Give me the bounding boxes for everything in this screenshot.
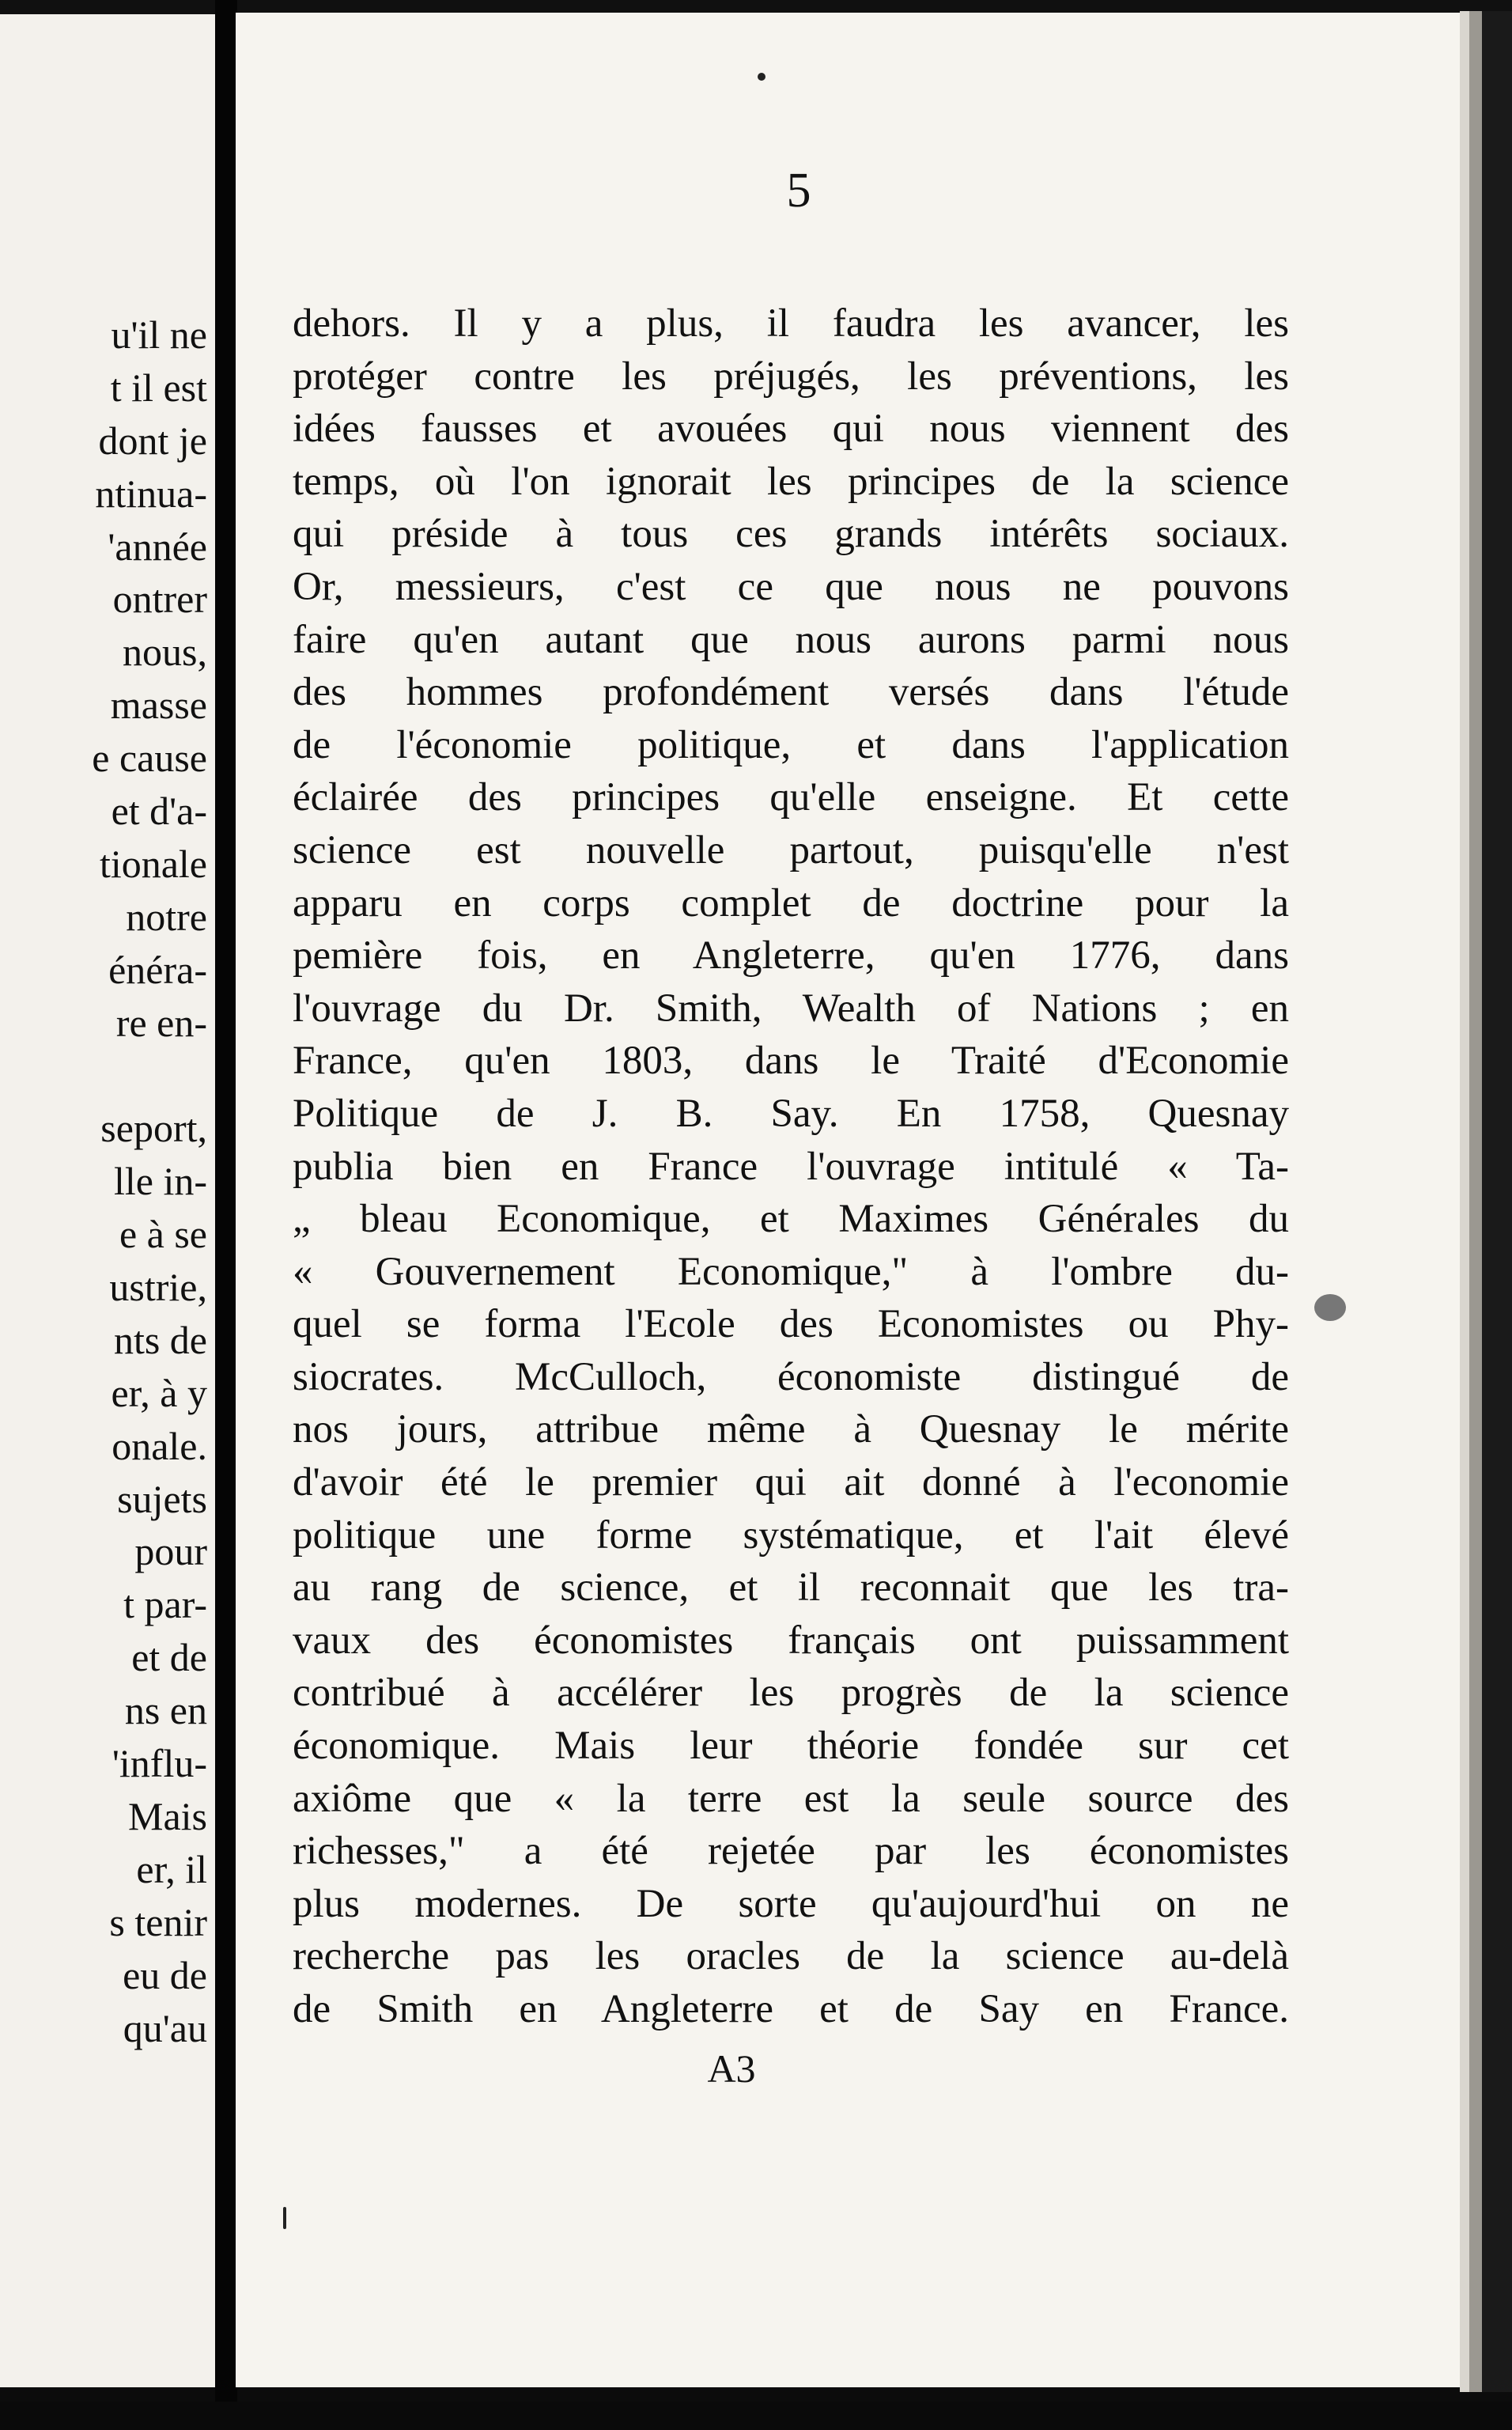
previous-page-line: notre	[126, 894, 207, 939]
text-line: publia bien en France l'ouvrage intitulé « Ta-	[293, 1144, 1289, 1189]
text-line: l'ouvrage du Dr. Smith, Wealth of Nations ; en	[293, 986, 1289, 1031]
previous-page-line: ontrer	[112, 577, 207, 622]
text-line: siocrates. McCulloch, économiste distingué de	[293, 1354, 1289, 1399]
text-line: des hommes profondément versés dans l'étude	[293, 670, 1289, 715]
scan-border-right	[1482, 11, 1512, 2392]
previous-page-line: ntinua-	[95, 471, 207, 516]
previous-page-line: nts de	[113, 1317, 207, 1362]
previous-page-line: nous,	[123, 630, 207, 675]
text-line: de l'économie politique, et dans l'application	[293, 722, 1289, 767]
previous-page-line: ns en	[124, 1688, 207, 1733]
text-line: richesses," a été rejetée par les économistes	[293, 1829, 1289, 1874]
text-line: éclairée des principes qu'elle enseigne. Et cette	[293, 775, 1289, 820]
text-line: politique une forme systématique, et l'ait élevé	[293, 1512, 1289, 1558]
page-body-text	[293, 297, 1289, 2036]
previous-page-line: e cause	[92, 736, 207, 781]
text-line: science est nouvelle partout, puisqu'elle n'est	[293, 827, 1289, 872]
page-number: 5	[786, 164, 811, 218]
scan-border-bottom	[0, 2402, 1512, 2430]
ink-speck	[758, 73, 765, 81]
text-line: axiôme que « la terre est la seule source des	[293, 1776, 1289, 1821]
text-line: plus modernes. De sorte qu'aujourd'hui on ne	[293, 1881, 1289, 1926]
previous-page-line: 'année	[108, 524, 207, 569]
ink-speck	[1314, 1294, 1346, 1321]
previous-page-line: qu'au	[123, 2005, 207, 2050]
previous-page-line: tionale	[99, 841, 207, 886]
previous-page-line	[92, 1049, 207, 1102]
previous-page-line: dont je	[98, 418, 207, 463]
previous-page-line: t par-	[123, 1582, 207, 1627]
previous-page-line: re en-	[115, 1000, 207, 1045]
previous-page-line: er, il	[136, 1846, 207, 1891]
text-line: dehors. Il y a plus, il faudra les avancer, les	[293, 301, 1289, 346]
text-line: apparu en corps complet de doctrine pour la	[293, 880, 1289, 925]
page-edge	[1460, 11, 1469, 2392]
text-line: temps, où l'on ignorait les principes de la science	[293, 459, 1289, 504]
text-line: au rang de science, et il reconnait que les tra-	[293, 1565, 1289, 1611]
text-line: idées fausses et avouées qui nous viennent des	[293, 407, 1289, 452]
previous-page-line: seport,	[100, 1106, 207, 1151]
previous-page-line: e à se	[119, 1212, 207, 1257]
text-line: Or, messieurs, c'est ce que nous ne pouvons	[293, 564, 1289, 609]
book-gutter	[215, 0, 237, 2430]
text-line: « Gouvernement Economique," à l'ombre du-	[293, 1249, 1289, 1294]
text-line: vaux des économistes français ont puissamment	[293, 1618, 1289, 1663]
text-line: d'avoir été le premier qui ait donné à l'economie	[293, 1460, 1289, 1505]
previous-page-line: et de	[131, 1635, 207, 1680]
text-line: recherche pas les oracles de la science au-delà	[293, 1934, 1289, 1979]
text-line: Politique de J. B. Say. En 1758, Quesnay	[293, 1091, 1289, 1136]
previous-page-line: ustrie,	[109, 1265, 207, 1310]
text-line: qui préside à tous ces grands intérêts sociaux.	[293, 512, 1289, 557]
previous-page-line: et d'a-	[111, 789, 207, 834]
previous-page-line: sujets	[117, 1476, 207, 1521]
previous-page-fragment	[0, 14, 215, 2387]
previous-page-text	[92, 308, 207, 2054]
previous-page-line: pour	[134, 1529, 207, 1574]
text-line: économique. Mais leur théorie fondée sur cet	[293, 1724, 1289, 1769]
previous-page-line: masse	[110, 683, 207, 728]
printer-signature-mark: A3	[707, 2046, 756, 2091]
previous-page-line: lle in-	[113, 1159, 207, 1204]
page-edge-shadow	[1469, 11, 1482, 2392]
previous-page-line: Mais	[128, 1793, 207, 1838]
previous-page-line: er, à y	[111, 1370, 207, 1415]
text-line: quel se forma l'Ecole des Economistes ou Phy-	[293, 1302, 1289, 1347]
text-line: de Smith en Angleterre et de Say en France.	[293, 1987, 1289, 2031]
text-line: nos jours, attribue même à Quesnay le mérite	[293, 1407, 1289, 1452]
text-line: pemière fois, en Angleterre, qu'en 1776, dans	[293, 933, 1289, 978]
ink-speck	[283, 2207, 286, 2229]
text-line: „ bleau Economique, et Maximes Générales du	[293, 1197, 1289, 1242]
text-line: contribué à accélérer les progrès de la science	[293, 1671, 1289, 1716]
previous-page-line: t il est	[110, 365, 207, 410]
previous-page-line: s tenir	[109, 1899, 207, 1944]
previous-page-line: onale.	[112, 1423, 207, 1468]
text-line: faire qu'en autant que nous aurons parmi nous	[293, 617, 1289, 662]
previous-page-line: 'influ-	[112, 1741, 207, 1786]
previous-page-line: u'il ne	[111, 312, 207, 357]
previous-page-line: énéra-	[108, 947, 207, 992]
previous-page-line: eu de	[123, 1952, 207, 1997]
text-line: France, qu'en 1803, dans le Traité d'Economie	[293, 1039, 1289, 1084]
text-line: protéger contre les préjugés, les préventions, les	[293, 354, 1289, 399]
